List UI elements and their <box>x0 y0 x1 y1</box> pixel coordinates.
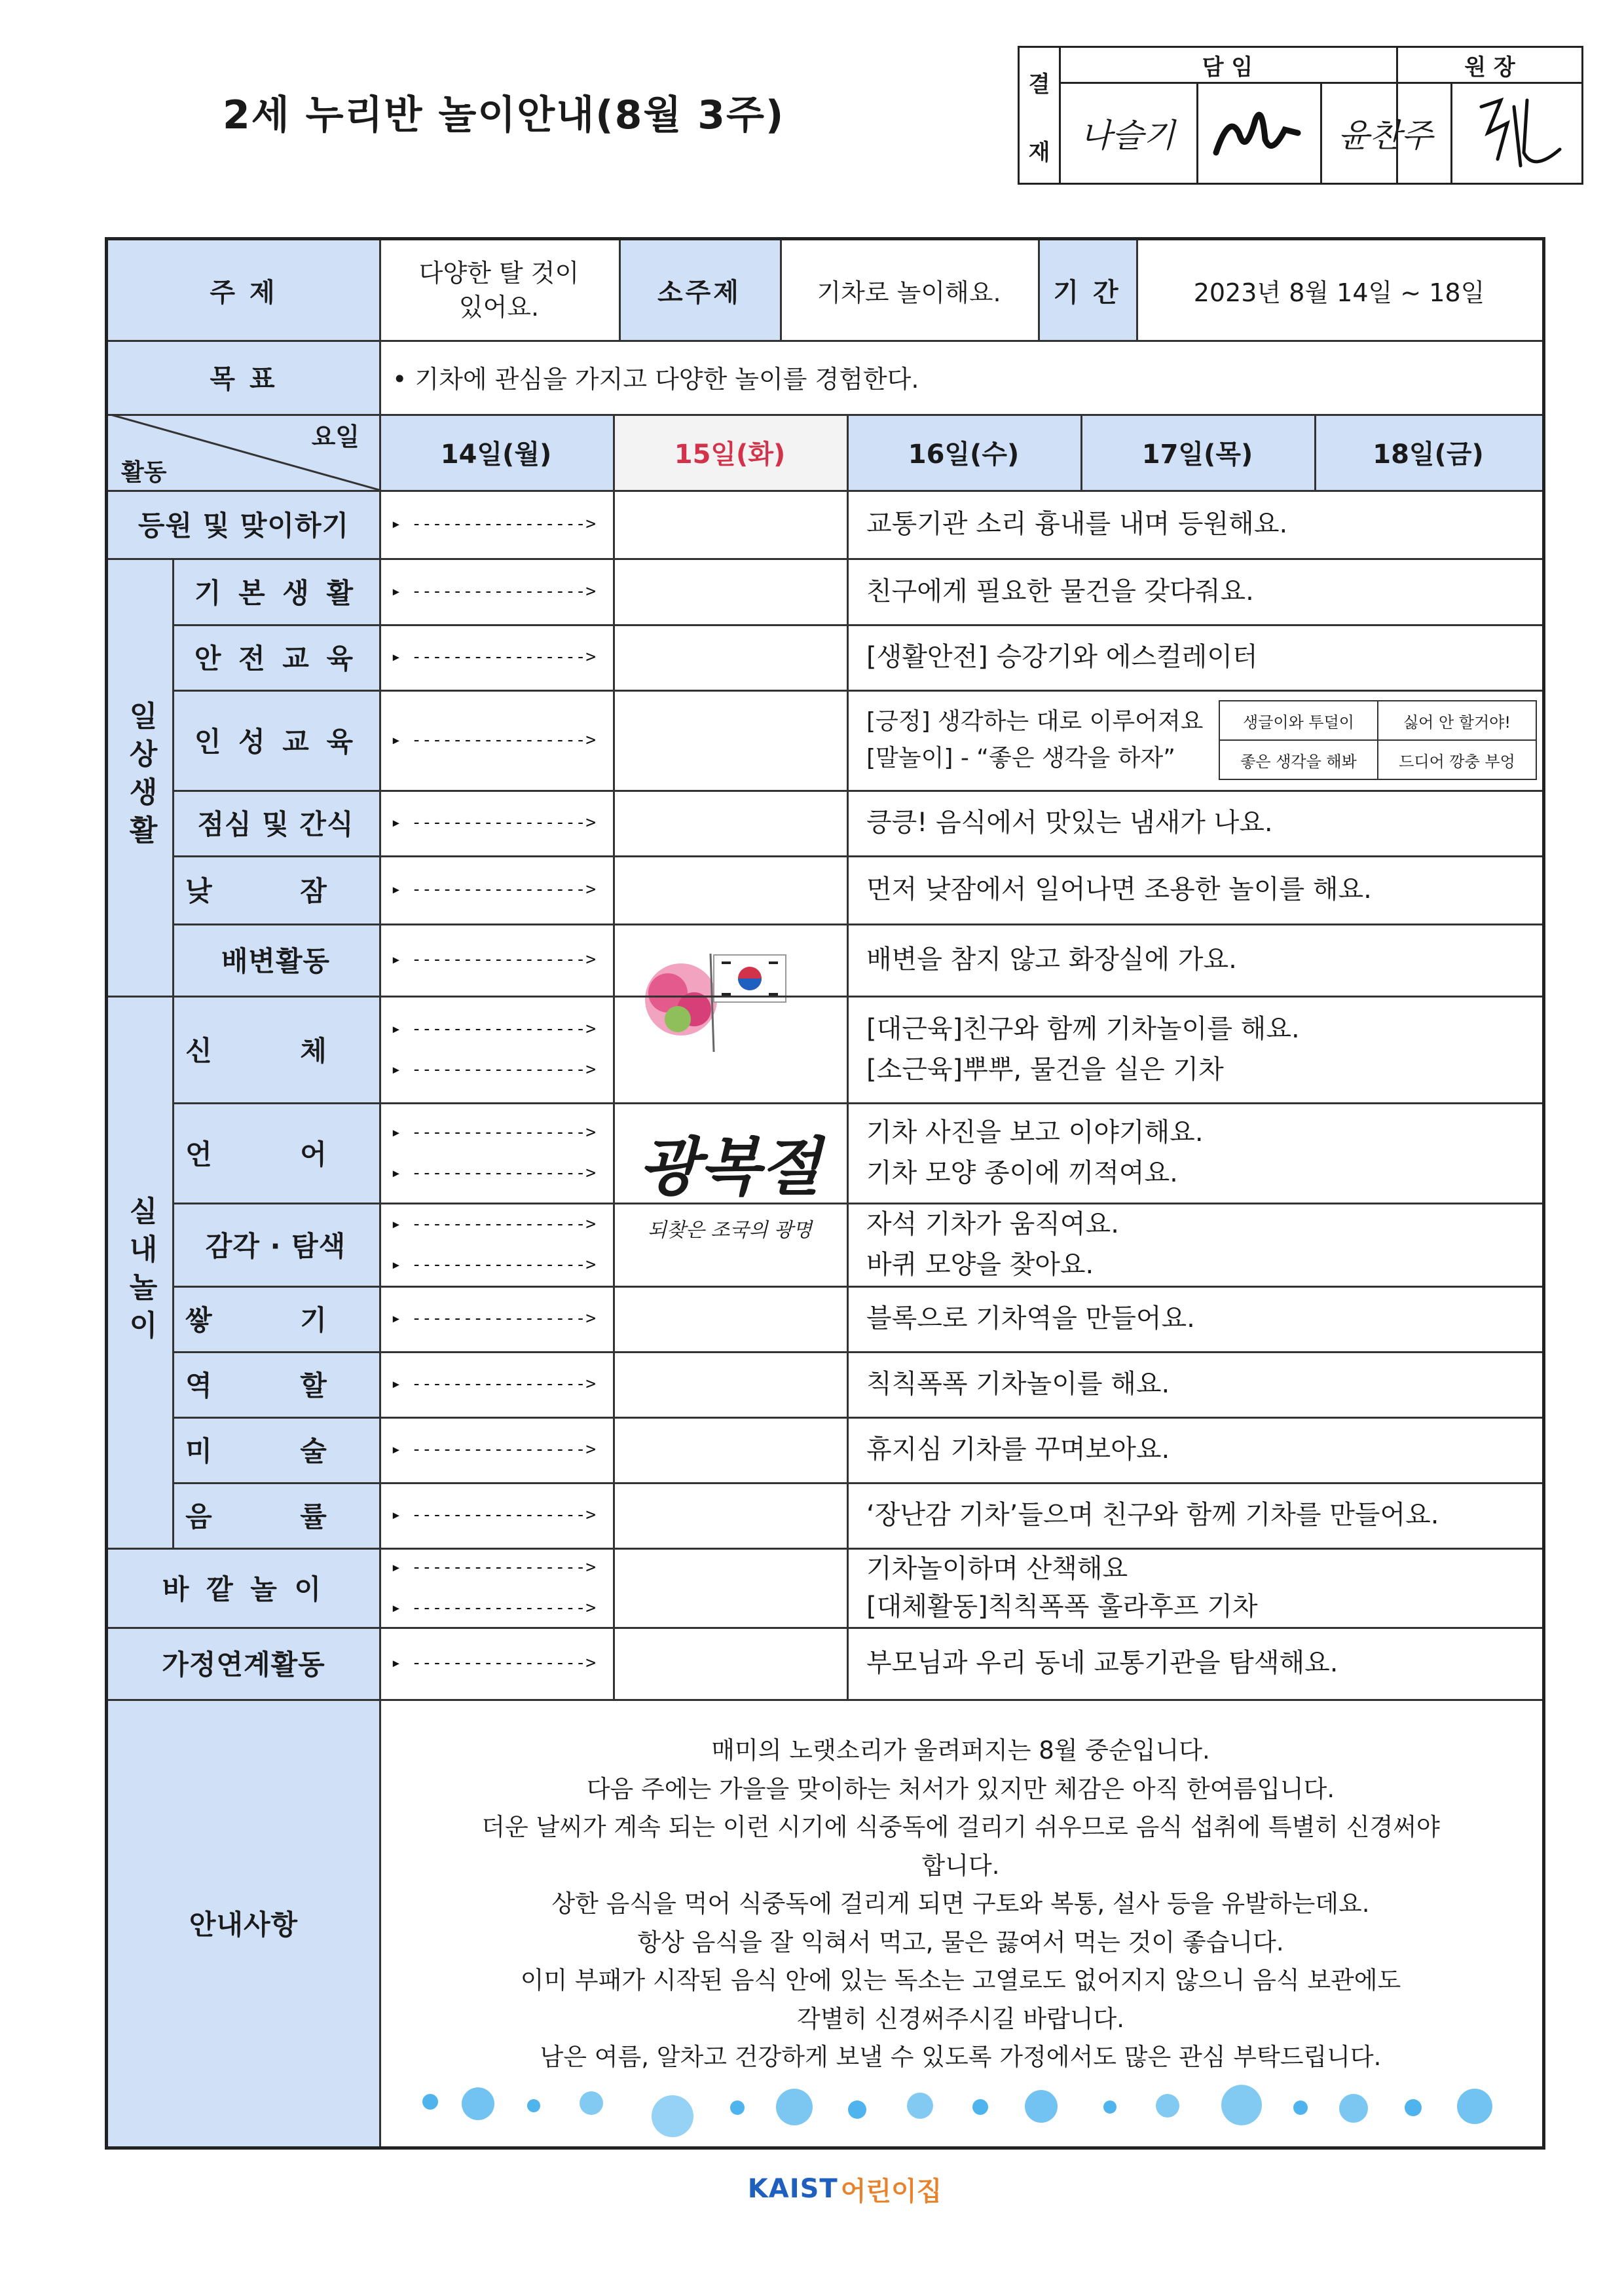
activity-text: [대체활동]칙칙폭폭 훌라후프 기차 <box>866 1591 1258 1622</box>
day-wednesday: 16일(수) <box>908 439 1020 470</box>
logo-daycare: 어린이집 <box>840 2176 942 2207</box>
teacher2-signature-name: 윤찬주 <box>1338 117 1433 155</box>
arrow-meal <box>379 790 613 855</box>
activity-basic <box>847 558 1542 624</box>
arrow-toilet <box>379 924 613 996</box>
activity-role <box>847 1351 1542 1417</box>
days-header <box>379 414 1542 490</box>
period-label: 기 간 <box>1038 240 1136 340</box>
arrow-text: ▸ -----------------> <box>391 647 597 667</box>
activity-text: 부모님과 우리 동네 교통기관을 탐색해요. <box>866 1648 1338 1678</box>
row-label-art: 미 술 <box>172 1417 379 1482</box>
row-label-sensory: 감각 · 탐색 <box>172 1203 379 1286</box>
row-label-nap: 낮 잠 <box>172 855 379 924</box>
arrow-arrival <box>379 490 613 558</box>
teacher1-signature-name: 나슬기 <box>1080 117 1175 155</box>
subtheme-label: 소주제 <box>619 240 780 340</box>
row-label-basic: 기 본 생 활 <box>172 558 379 624</box>
activity-text: 기차 사진을 보고 이야기해요. <box>866 1117 1204 1148</box>
arrow-text: ▸ -----------------> <box>391 1309 597 1328</box>
arrow-text: ▸ -----------------> <box>391 1059 597 1079</box>
book-title-2: 싫어 안 할거야! <box>1377 700 1537 741</box>
goal-value: • 기차에 관심을 가지고 다양한 놀이를 경험한다. <box>392 365 919 394</box>
row-label-role: 역 할 <box>172 1351 379 1417</box>
page-title: 2세 누리반 놀이안내(8월 3주) <box>223 92 785 138</box>
activity-text: 킁킁! 음식에서 맛있는 냄새가 나요. <box>866 808 1273 838</box>
notice-line: 항상 음식을 잘 익혀서 먹고, 물은 끓여서 먹는 것이 좋습니다. <box>637 1928 1284 1956</box>
activity-text: 블록으로 기차역을 만들어요. <box>866 1303 1195 1334</box>
activity-text: 기차놀이하며 산책해요 <box>866 1553 1128 1584</box>
activity-text: 바퀴 모양을 찾아요. <box>866 1249 1094 1280</box>
activity-text: [대근육]친구와 함께 기차놀이를 해요. <box>866 1013 1300 1044</box>
day-thursday: 17일(목) <box>1141 439 1253 470</box>
arrow-language <box>379 1102 613 1203</box>
notice-line: 더운 날씨가 계속 되는 이런 시기에 식중독에 걸리기 쉬우므로 음식 섭취에 특별히 신경써야 <box>481 1813 1440 1841</box>
arrow-music <box>379 1482 613 1548</box>
holiday-subtitle: 되찾은 조국의 광명 <box>648 1218 812 1242</box>
arrow-text: ▸ -----------------> <box>391 1163 597 1183</box>
arrow-role <box>379 1351 613 1417</box>
group-indoor-play-label: 실내놀이 <box>124 1195 157 1348</box>
activity-text: 교통기관 소리 흉내를 내며 등원해요. <box>866 509 1288 539</box>
director-signature <box>1450 82 1583 184</box>
activity-toilet <box>847 924 1542 996</box>
row-label-blocks: 쌓 기 <box>172 1286 379 1351</box>
activity-text: [생활안전] 승강기와 에스컬레이터 <box>866 642 1258 672</box>
theme-label: 주 제 <box>108 240 379 340</box>
arrow-text: ▸ -----------------> <box>391 1597 597 1618</box>
day-activity-corner <box>108 414 379 490</box>
homeroom-label: 담 임 <box>1202 54 1253 81</box>
activity-text: 휴지심 기차를 꾸며보아요. <box>866 1434 1170 1465</box>
logo-kaist: KAIST <box>747 2174 838 2204</box>
arrow-text: ▸ -----------------> <box>391 1557 597 1577</box>
row-label-language: 언 어 <box>172 1102 379 1203</box>
arrow-character <box>379 690 613 790</box>
teacher1-signature <box>1196 82 1320 184</box>
book-title-3: 좋은 생각을 해봐 <box>1219 739 1378 780</box>
book-title-4: 드디어 깡충 부엉 <box>1377 739 1537 780</box>
activity-safety <box>847 624 1542 690</box>
book-title-1: 생글이와 투덜이 <box>1219 700 1378 741</box>
arrow-text: ▸ -----------------> <box>391 730 597 750</box>
activity-text: 자석 기차가 움직여요. <box>866 1208 1119 1239</box>
activity-nap <box>847 855 1542 924</box>
activity-text: 친구에게 필요한 물건을 갖다줘요. <box>866 576 1254 606</box>
activity-text: [소근육]뿌뿌, 물건을 실은 기차 <box>866 1054 1224 1085</box>
arrow-text: ▸ -----------------> <box>391 950 597 969</box>
activity-text: 배변을 참지 않고 화장실에 가요. <box>866 944 1237 975</box>
arrow-text: ▸ -----------------> <box>391 813 597 832</box>
notice-line: 각별히 신경써주시길 바랍니다. <box>797 2004 1124 2033</box>
activity-art <box>847 1417 1542 1482</box>
activity-text: [말놀이] - “좋은 생각을 하자” <box>866 744 1175 772</box>
notice-line: 남은 여름, 알차고 건강하게 보낼 수 있도록 가정에서도 많은 관심 부탁드립니다. <box>540 2043 1382 2071</box>
activity-arrival <box>847 490 1542 558</box>
row-label-home: 가정연계활동 <box>108 1627 379 1699</box>
activity-text: 칙칙폭폭 기차놀이를 해요. <box>866 1369 1170 1399</box>
row-label-body: 신 체 <box>172 996 379 1102</box>
theme-value-line2: 있어요. <box>458 293 540 322</box>
activity-outdoor <box>847 1548 1542 1627</box>
arrow-text: ▸ -----------------> <box>391 1374 597 1394</box>
activity-text: [긍정] 생각하는 대로 이루어져요 <box>866 707 1204 735</box>
arrow-text: ▸ -----------------> <box>391 581 597 601</box>
arrow-safety <box>379 624 613 690</box>
approval-jae: 재 <box>1028 139 1050 166</box>
row-label-music: 음 률 <box>172 1482 379 1548</box>
arrow-text: ▸ -----------------> <box>391 1254 597 1275</box>
arrow-text: ▸ -----------------> <box>391 1122 597 1142</box>
notice-line: 다음 주에는 가을을 맞이하는 처서가 있지만 체감은 아직 한여름입니다. <box>586 1774 1335 1803</box>
schedule-table <box>105 237 1545 2150</box>
day-monday: 14일(월) <box>440 439 552 470</box>
activity-meal <box>847 790 1542 855</box>
notice-line: 합니다. <box>921 1851 1000 1880</box>
activity-text: ‘장난감 기차’들으며 친구와 함께 기차를 만들어요. <box>866 1500 1439 1530</box>
activity-blocks <box>847 1286 1542 1351</box>
arrow-text: ▸ -----------------> <box>391 514 597 534</box>
group-daily-life <box>108 558 172 996</box>
arrow-blocks <box>379 1286 613 1351</box>
arrow-text: ▸ -----------------> <box>391 1018 597 1039</box>
row-label-safety: 안 전 교 육 <box>172 624 379 690</box>
activity-home <box>847 1627 1542 1699</box>
activity-sensory <box>847 1203 1542 1286</box>
row-label-toilet: 배변활동 <box>172 924 379 996</box>
goal-label: 목 표 <box>108 340 379 414</box>
arrow-outdoor <box>379 1548 613 1627</box>
notice-label: 안내사항 <box>108 1699 379 2146</box>
day-tuesday: 15일(화) <box>613 414 847 490</box>
arrow-text: ▸ -----------------> <box>391 1440 597 1459</box>
holiday-column <box>613 490 847 1699</box>
subtheme-value: 기차로 놀이해요. <box>817 278 1001 307</box>
row-label-meal: 점심 및 간식 <box>172 790 379 855</box>
row-label-outdoor: 바 깥 놀 이 <box>108 1548 379 1627</box>
row-label-arrival: 등원 및 맞이하기 <box>108 490 379 558</box>
approval-gyeol: 결 <box>1028 71 1050 98</box>
approval-box <box>1018 46 1583 185</box>
arrow-text: ▸ -----------------> <box>391 880 597 899</box>
notice-content <box>379 1699 1542 2146</box>
row-label-character: 인 성 교 육 <box>172 690 379 790</box>
activity-text: 기차 모양 종이에 끼적여요. <box>866 1157 1178 1188</box>
arrow-text: ▸ -----------------> <box>391 1214 597 1234</box>
theme-value <box>379 240 619 340</box>
group-indoor-play <box>108 996 172 1548</box>
day-friday: 18일(금) <box>1373 439 1484 470</box>
director-label: 원 장 <box>1464 54 1515 81</box>
activity-text: 먼저 낮잠에서 일어나면 조용한 놀이를 해요. <box>866 874 1372 905</box>
notice-line: 이미 부패가 시작된 음식 안에 있는 독소는 고열로도 없어지지 않으니 음식 보관에도 <box>520 1966 1401 1994</box>
corner-day-label: 요일 <box>311 422 360 451</box>
arrow-sensory <box>379 1203 613 1286</box>
notice-line: 매미의 노랫소리가 울려퍼지는 8월 중순입니다. <box>711 1736 1210 1764</box>
arrow-nap <box>379 855 613 924</box>
arrow-home <box>379 1627 613 1699</box>
group-daily-life-label: 일상생활 <box>124 701 157 853</box>
activity-music <box>847 1482 1542 1548</box>
arrow-text: ▸ -----------------> <box>391 1653 597 1673</box>
activity-body <box>847 996 1542 1102</box>
period-value: 2023년 8월 14일 ~ 18일 <box>1193 278 1485 307</box>
arrow-body <box>379 996 613 1102</box>
arrow-basic <box>379 558 613 624</box>
theme-value-line1: 다양한 탈 것이 <box>418 259 580 288</box>
footer-logo <box>720 2169 969 2209</box>
holiday-title: 광복절 <box>638 1129 821 1204</box>
activity-language <box>847 1102 1542 1203</box>
arrow-art <box>379 1417 613 1482</box>
corner-activity-label: 활동 <box>121 459 167 486</box>
arrow-text: ▸ -----------------> <box>391 1505 597 1525</box>
notice-line: 상한 음식을 먹어 식중독에 걸리게 되면 구토와 복통, 설사 등을 유발하는데요. <box>551 1890 1370 1918</box>
